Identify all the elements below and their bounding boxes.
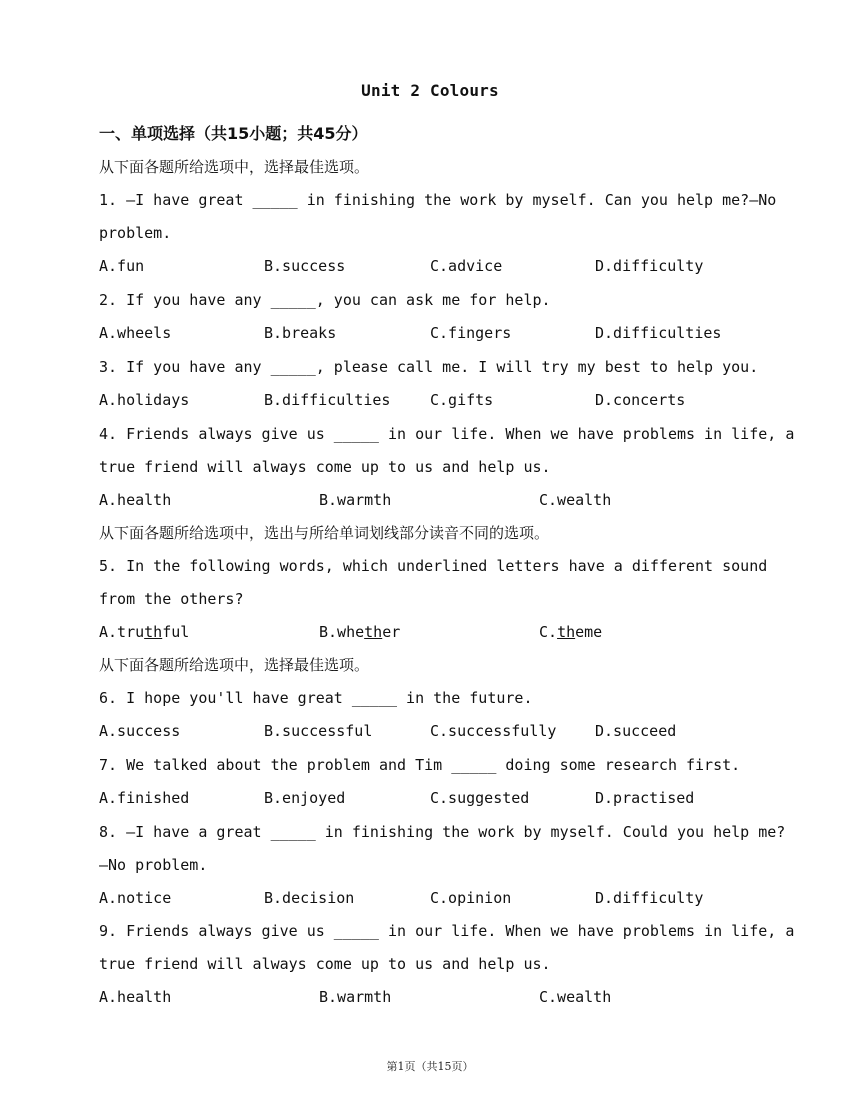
underlined-letters: th	[144, 623, 163, 641]
page-title: Unit 2 Colours	[361, 81, 499, 100]
instruction-line: 从下面各题所给选项中，选择最佳选项。	[99, 158, 370, 176]
option-c: C.fingers	[430, 324, 512, 342]
instruction-line: 从下面各题所给选项中，选出与所给单词划线部分读音不同的选项。	[99, 524, 550, 542]
question-1-text-cont: problem.	[99, 224, 172, 242]
option-d: D.difficulties	[595, 324, 722, 342]
question-1-text: 1. —I have great _____ in finishing the work by myself. Can you help me?—No	[99, 191, 777, 209]
question-3-text: 3. If you have any _____, please call me. I will try my best to help you.	[99, 358, 759, 376]
question-8-text: 8. —I have a great _____ in finishing the work by myself. Could you help me?	[99, 823, 786, 841]
option-c: C.successfully	[430, 722, 557, 740]
instruction-line: 从下面各题所给选项中，选择最佳选项。	[99, 656, 370, 674]
question-5-text: 5. In the following words, which underlined letters have a different sound	[99, 557, 768, 575]
question-2-text: 2. If you have any _____, you can ask me for help.	[99, 291, 551, 309]
option-d: D.difficulty	[595, 257, 704, 275]
option-a: A.wheels	[99, 324, 172, 342]
option-suffix: er	[382, 623, 401, 641]
option-a: A.health	[99, 491, 172, 509]
question-5-text-cont: from the others?	[99, 590, 244, 608]
option-c	[539, 622, 602, 642]
option-suffix: ful	[162, 623, 190, 641]
option-a: A.notice	[99, 889, 172, 907]
option-d: D.difficulty	[595, 889, 704, 907]
option-a: A.health	[99, 988, 172, 1006]
option-b: B.warmth	[319, 491, 392, 509]
page-footer: 第1页（共15页）	[386, 1060, 474, 1073]
option-b: B.difficulties	[264, 391, 391, 409]
option-b: B.success	[264, 257, 346, 275]
option-prefix: B.whe	[319, 623, 365, 641]
option-b: B.warmth	[319, 988, 392, 1006]
option-a: A.finished	[99, 789, 190, 807]
option-c: C.opinion	[430, 889, 512, 907]
question-8-text-cont: —No problem.	[99, 856, 208, 874]
question-9-text-cont: true friend will always come up to us and help us.	[99, 955, 551, 973]
option-c: C.gifts	[430, 391, 494, 409]
question-7-text: 7. We talked about the problem and Tim _____ doing some research first.	[99, 756, 741, 774]
option-d: D.succeed	[595, 722, 677, 740]
option-b: B.breaks	[264, 324, 337, 342]
option-b: B.decision	[264, 889, 355, 907]
option-a: A.holidays	[99, 391, 190, 409]
question-4-text: 4. Friends always give us _____ in our life. When we have problems in life, a	[99, 425, 795, 443]
option-b: B.enjoyed	[264, 789, 346, 807]
option-c: C.wealth	[539, 491, 612, 509]
option-b	[319, 622, 400, 642]
option-c: C.wealth	[539, 988, 612, 1006]
question-6-text: 6. I hope you'll have great _____ in the future.	[99, 689, 533, 707]
section-heading: 一、单项选择（共15小题；共45分）	[99, 124, 368, 143]
option-a	[99, 622, 189, 642]
option-prefix: C.	[539, 623, 558, 641]
question-9-text: 9. Friends always give us _____ in our life. When we have problems in life, a	[99, 922, 795, 940]
question-4-text-cont: true friend will always come up to us and help us.	[99, 458, 551, 476]
option-suffix: eme	[575, 623, 603, 641]
option-a: A.fun	[99, 257, 145, 275]
option-d: D.practised	[595, 789, 695, 807]
underlined-letters: th	[557, 623, 576, 641]
option-c: C.advice	[430, 257, 503, 275]
option-a: A.success	[99, 722, 181, 740]
option-prefix: A.tru	[99, 623, 145, 641]
underlined-letters: th	[364, 623, 383, 641]
option-b: B.successful	[264, 722, 373, 740]
option-c: C.suggested	[430, 789, 530, 807]
option-d: D.concerts	[595, 391, 686, 409]
